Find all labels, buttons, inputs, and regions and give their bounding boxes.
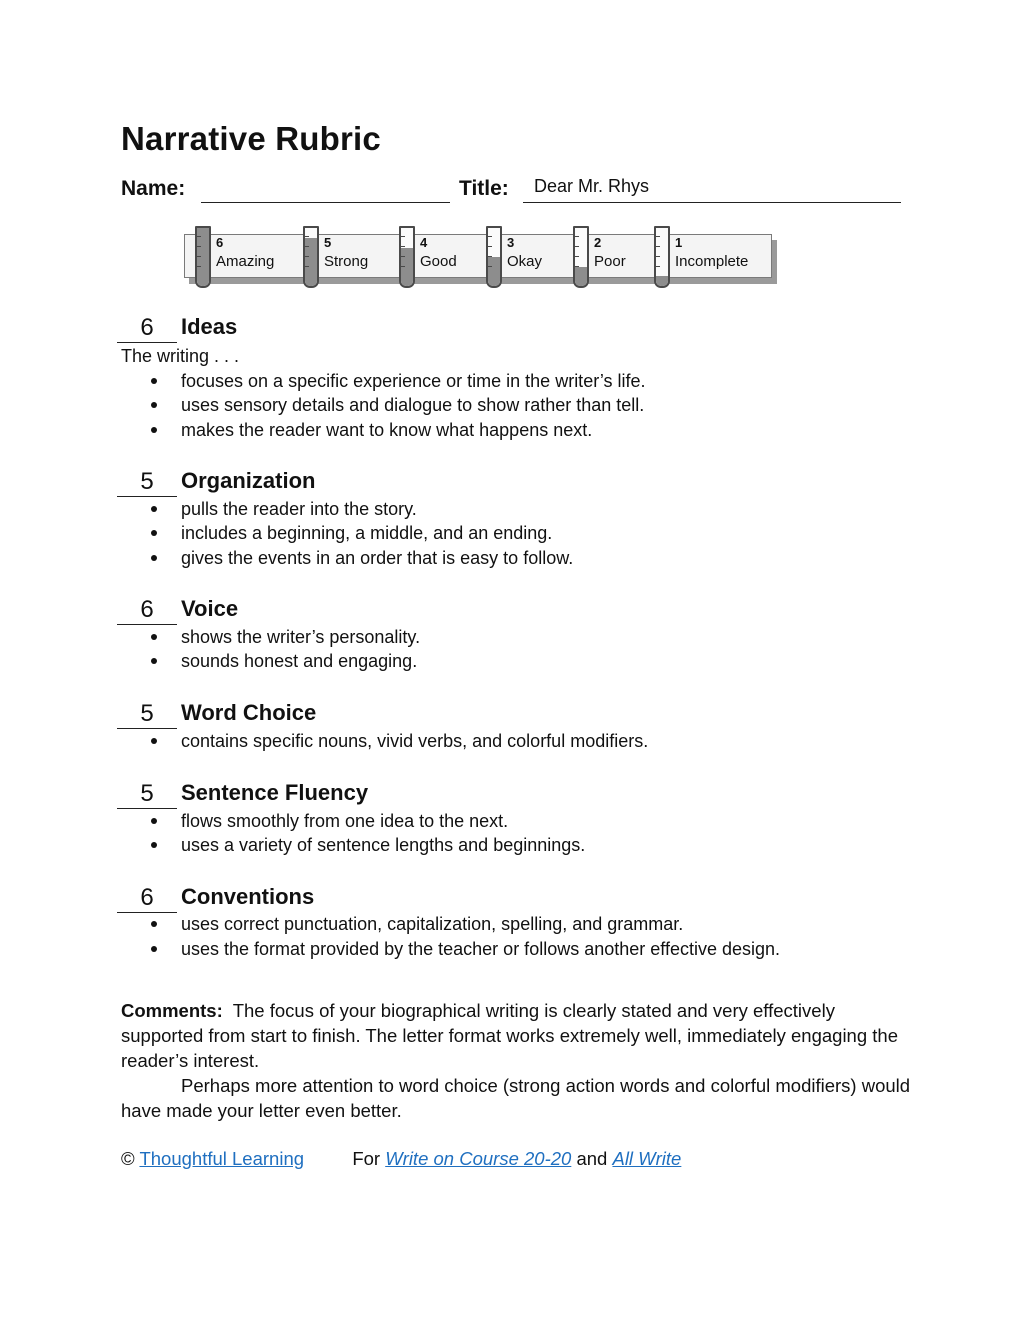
bullet-dot-icon bbox=[151, 427, 157, 433]
scale-level-name: Amazing bbox=[216, 253, 275, 270]
trait-bullet: uses correct punctuation, capitalization, spelling, and grammar. bbox=[181, 914, 684, 934]
scale-tube-tick bbox=[305, 236, 309, 237]
comments-block bbox=[121, 998, 911, 1123]
trait-bullet: makes the reader want to know what happens next. bbox=[181, 420, 593, 440]
scale-tube-tick bbox=[401, 236, 405, 237]
trait-score: 5 bbox=[140, 700, 154, 727]
scale-tube-tick bbox=[656, 236, 660, 237]
scale-tube-tick bbox=[656, 266, 660, 267]
scale-tube-tick bbox=[656, 256, 660, 257]
name-field-line bbox=[201, 202, 450, 203]
scale-tube-tick bbox=[197, 266, 201, 267]
trait-bullet: gives the events in an order that is easy to follow. bbox=[181, 548, 574, 568]
and-text: and bbox=[576, 1148, 608, 1169]
scale-tube-tick bbox=[488, 236, 492, 237]
bullet-dot-icon bbox=[151, 530, 157, 536]
bullet-dot-icon bbox=[151, 506, 157, 512]
trait-bullet: uses a variety of sentence lengths and beginnings. bbox=[181, 835, 586, 855]
trait-score-line bbox=[117, 496, 177, 497]
book-link-all-write[interactable]: All Write bbox=[612, 1148, 682, 1169]
name-label: Name: bbox=[121, 177, 186, 200]
scale-level-number: 3 bbox=[507, 235, 515, 250]
trait-score: 5 bbox=[140, 780, 154, 807]
scale-level-name: Strong bbox=[324, 253, 369, 270]
bullet-dot-icon bbox=[151, 402, 157, 408]
scale-tube-icon bbox=[399, 226, 415, 288]
trait-bullet: uses the format provided by the teacher or follows another effective design. bbox=[181, 939, 781, 959]
scale-level-name: Good bbox=[420, 253, 457, 270]
trait-intro: The writing . . . bbox=[121, 346, 240, 366]
scale-tube-tick bbox=[197, 236, 201, 237]
trait-score: 6 bbox=[140, 596, 154, 623]
trait-heading: Organization bbox=[181, 468, 316, 493]
scale-level-number: 5 bbox=[324, 235, 332, 250]
trait-score-line bbox=[117, 342, 177, 343]
copyright-symbol: © bbox=[121, 1148, 135, 1169]
scale-level-number: 4 bbox=[420, 235, 428, 250]
bullet-dot-icon bbox=[151, 921, 157, 927]
scale-tube-tick bbox=[488, 246, 492, 247]
trait-score: 6 bbox=[140, 884, 154, 911]
trait-score-line bbox=[117, 912, 177, 913]
title-field[interactable]: Dear Mr. Rhys bbox=[534, 176, 650, 196]
bullet-dot-icon bbox=[151, 946, 157, 952]
comments-paragraph-2: Perhaps more attention to word choice (strong action words and colorful modifiers) would have made your letter even better. bbox=[121, 1075, 911, 1121]
bullet-dot-icon bbox=[151, 842, 157, 848]
trait-score-line bbox=[117, 624, 177, 625]
book-link-write-on-course[interactable]: Write on Course 20-20 bbox=[385, 1148, 572, 1169]
trait-score: 6 bbox=[140, 314, 154, 341]
trait-heading: Conventions bbox=[181, 884, 315, 909]
trait-bullet: includes a beginning, a middle, and an ending. bbox=[181, 523, 553, 543]
bullet-dot-icon bbox=[151, 818, 157, 824]
trait-heading: Sentence Fluency bbox=[181, 780, 369, 805]
title-label: Title: bbox=[459, 177, 509, 200]
scale-level-name: Poor bbox=[594, 253, 626, 270]
scale-tube-tick bbox=[575, 246, 579, 247]
trait-bullet: uses sensory details and dialogue to show rather than tell. bbox=[181, 395, 645, 415]
bullet-dot-icon bbox=[151, 738, 157, 744]
scale-level-number: 6 bbox=[216, 235, 224, 250]
scale-level-name: Incomplete bbox=[675, 253, 749, 270]
scale-tube-tick bbox=[197, 256, 201, 257]
scale-tube-icon bbox=[303, 226, 319, 288]
trait-score-line bbox=[117, 808, 177, 809]
scale-level-number: 2 bbox=[594, 235, 602, 250]
trait-bullet: focuses on a specific experience or time in the writer’s life. bbox=[181, 371, 646, 391]
trait-score: 5 bbox=[140, 468, 154, 495]
scale-tube-tick bbox=[197, 246, 201, 247]
scale-tube-fill bbox=[575, 267, 587, 286]
comments-paragraph-1: The focus of your biographical writing is clearly stated and very effectively supported from start to finish. The letter format works extremely well, immediately engaging the reader’s interest. bbox=[121, 1000, 898, 1071]
trait-score-line bbox=[117, 728, 177, 729]
trait-heading: Word Choice bbox=[181, 700, 317, 725]
scale-tube-tick bbox=[305, 266, 309, 267]
trait-bullet: contains specific nouns, vivid verbs, and colorful modifiers. bbox=[181, 731, 649, 751]
publisher-link[interactable]: Thoughtful Learning bbox=[139, 1148, 305, 1169]
bullet-dot-icon bbox=[151, 378, 157, 384]
scale-tube-tick bbox=[401, 266, 405, 267]
bullet-dot-icon bbox=[151, 634, 157, 640]
scale-tube-fill bbox=[656, 276, 668, 286]
scale-tube-fill bbox=[488, 257, 500, 286]
scale-tube-tick bbox=[401, 256, 405, 257]
scale-tube-tick bbox=[656, 246, 660, 247]
scale-tube-tick bbox=[488, 266, 492, 267]
page-title: Narrative Rubric bbox=[121, 120, 381, 157]
scale-tube-icon bbox=[195, 226, 211, 288]
scale-tube-tick bbox=[575, 266, 579, 267]
scale-tube-tick bbox=[575, 256, 579, 257]
trait-bullet: flows smoothly from one idea to the next. bbox=[181, 811, 509, 831]
trait-heading: Ideas bbox=[181, 314, 238, 339]
trait-bullet: pulls the reader into the story. bbox=[181, 499, 417, 519]
scale-tube-tick bbox=[401, 246, 405, 247]
scale-tube-icon bbox=[573, 226, 589, 288]
scale-tube-tick bbox=[488, 256, 492, 257]
scale-tube-icon bbox=[486, 226, 502, 288]
footer bbox=[121, 1147, 681, 1171]
trait-bullet: sounds honest and engaging. bbox=[181, 651, 418, 671]
for-text: For bbox=[352, 1148, 381, 1169]
scale-tube-icon bbox=[654, 226, 670, 288]
trait-bullet: shows the writer’s personality. bbox=[181, 627, 421, 647]
bullet-dot-icon bbox=[151, 555, 157, 561]
rating-scale bbox=[180, 226, 780, 290]
trait-heading: Voice bbox=[181, 596, 239, 621]
scale-level-number: 1 bbox=[675, 235, 683, 250]
scale-level-name: Okay bbox=[507, 253, 543, 270]
scale-tube-tick bbox=[575, 236, 579, 237]
title-field-line bbox=[523, 202, 901, 203]
scale-tube-tick bbox=[305, 256, 309, 257]
bullet-dot-icon bbox=[151, 658, 157, 664]
scale-tube-tick bbox=[305, 246, 309, 247]
comments-label: Comments: bbox=[121, 1000, 223, 1021]
